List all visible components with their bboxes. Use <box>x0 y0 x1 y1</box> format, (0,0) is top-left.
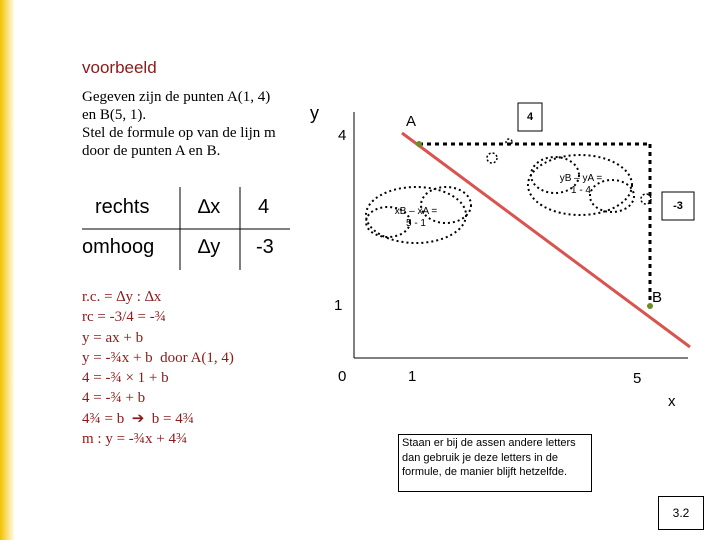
y-tick-label-4: 4 <box>338 127 347 144</box>
table-symbol-dx: ∆x <box>198 196 221 218</box>
note-box: Staan er bij de assen andere letters dan gebruik je deze letters in de formule, de manier blijft hetzelfde. <box>398 434 592 492</box>
box-dx-value: 4 <box>526 111 534 123</box>
x-axis-label: x <box>668 393 676 410</box>
table-symbol-dy: ∆y <box>198 236 221 258</box>
calculation-steps: r.c. = ∆y : ∆x rc = -3/4 = -¾ y = ax + b y = -¾x + b door A(1, 4) 4 = -¾ × 1 + b 4 = -¾ + b 4¾ = b ➔ b = 4¾ m : y = -¾x + 4¾ <box>82 289 234 448</box>
page-number: 3.2 <box>658 496 704 530</box>
box-dy-value: -3 <box>673 200 683 212</box>
slide-title: voorbeeld <box>82 58 157 77</box>
table-label-rechts: rechts <box>95 196 150 218</box>
point-a-label: A <box>406 113 417 130</box>
intro-text: Gegeven zijn de punten A(1, 4) en B(5, 1). Stel de formule op van de lijn m door de punten A en B. <box>82 89 276 159</box>
line-m <box>402 133 690 347</box>
point-b-label: B <box>652 289 663 306</box>
x-tick-label-1: 1 <box>408 368 417 385</box>
table-label-omhoog: omhoog <box>82 236 155 258</box>
y-axis-label: y <box>310 103 319 123</box>
point-a-marker <box>416 141 422 147</box>
table-value-dx: 4 <box>258 196 270 218</box>
origin-label: 0 <box>338 368 347 385</box>
x-tick-label-5: 5 <box>633 370 642 387</box>
y-tick-label-1: 1 <box>334 297 343 314</box>
table-value-dy: -3 <box>256 236 274 258</box>
cloud-dx-text: xB – xA = 5 - 1 <box>394 206 438 229</box>
cloud-dy-text: yB – yA = 1 - 4 <box>559 173 603 196</box>
